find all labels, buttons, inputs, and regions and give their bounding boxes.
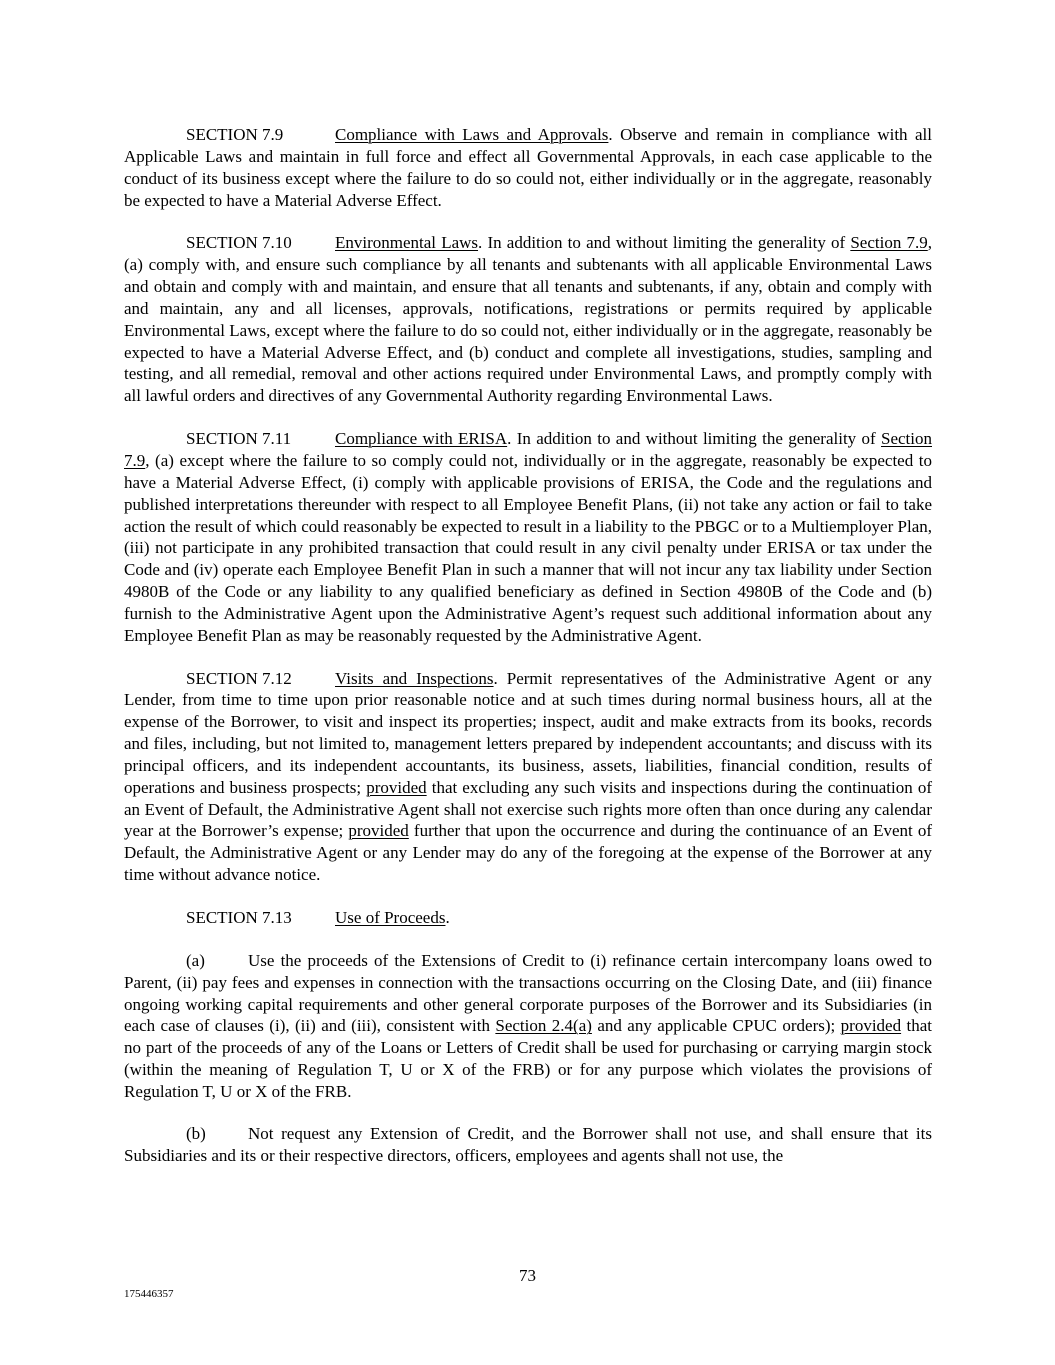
page-number: 73	[519, 1266, 536, 1285]
section-title: Visits and Inspections	[335, 668, 494, 688]
section-body: . In addition to and without limiting the generality of	[478, 233, 851, 253]
section-body: , (a) except where the failure to so comply could not, individually or in the aggregate, reasonably be expected to have a Material Adverse Effect, (i) comply with applicable provisions of ERISA, the Code and the regulations and published interpretations thereunder with respect to all Employee Benefit Plans, (ii) not take any action or fail to take action the result of which could reasonably be expected to result in a liability to the PBGC or to a Multiemployer Plan, (iii) not participate in any prohibited transaction that could result in any civil penalty under ERISA or tax under the Code and (iv) operate each Employee Benefit Plan in such a manner that will not incur any tax liability under Section 4980B of the Code or any liability to any qualified beneficiary as defined in Section 4980B of the Code and (b) furnish to the Administrative Agent upon the Administrative Agent’s request such additional information about any Employee Benefit Plan as may be reasonably requested by the Administrative Agent.	[124, 450, 932, 645]
proviso-term: provided	[366, 777, 427, 797]
subsection-body: Use the proceeds of the Extensions of Credit to (i) refinance certain intercompany loans owed to Parent, (ii) pay fees and expenses in connection with the transactions occurring on the Closing Date, and (iii) finance ongoing working capital requirements and other general corporate purposes of the Borrower and its Subsidiaries (in each case of clauses (i), (ii) and (iii), consistent with	[124, 950, 932, 1036]
subsection-b	[124, 1123, 932, 1167]
proviso-term: provided	[840, 1016, 902, 1036]
document-page	[124, 124, 932, 1186]
section-body: . Permit representatives of the Administrative Agent or any Lender, from time to time upon prior reasonable notice and at such times during normal business hours, all at the expense of the Borrower, to visit and inspect its properties; inspect, audit and make extracts from its books, records and files, including, but not limited to, management letters prepared by independent accountants; and discuss with its principal officers, and its independent accountants, its business, assets, liabilities, financial condition, results of operations and business prospects;	[124, 668, 932, 797]
section-body: . Observe and remain in compliance with all Applicable Laws and maintain in full force and effect all Governmental Approvals, in each case applicable to the conduct of its business except where the failure to do so could not, either individually or in the aggregate, reasonably be expected to have a Material Adverse Effect.	[124, 125, 932, 210]
cross-reference: Section 7.9	[850, 233, 928, 253]
section-number: SECTION 7.13	[186, 908, 292, 927]
subsection-body: and any applicable CPUC orders);	[591, 1016, 841, 1036]
section-7-11	[124, 428, 932, 646]
cross-reference: Section 7.9	[124, 429, 932, 470]
section-body: .	[445, 908, 450, 927]
section-title: Environmental Laws	[335, 233, 479, 253]
cross-reference: Section 2.4(a)	[495, 1016, 592, 1036]
section-body: that excluding any such visits and inspections during the continuation of an Event of Default, the Administrative Agent shall not exercise such rights more often than once during any calendar year at the Borrower’s expense;	[124, 777, 932, 841]
section-number: SECTION 7.12	[186, 668, 292, 688]
subsection-a	[124, 950, 932, 1103]
section-title: Use of Proceeds	[335, 908, 446, 927]
section-number: SECTION 7.9	[186, 125, 284, 144]
section-title: Compliance with Laws and Approvals	[335, 125, 609, 144]
document-id: 175446357	[124, 1288, 174, 1300]
proviso-term: provided	[348, 821, 409, 841]
section-number: SECTION 7.10	[186, 233, 292, 253]
section-7-9	[124, 124, 932, 211]
section-body: , (a) comply with, and ensure such compliance by all tenants and subtenants with all applicable Environmental Laws and obtain and comply with and maintain, and ensure that all tenants and subtenants, if any, obtain and comply with and maintain, any and all licenses, approvals, notifications, registrations or permits required by applicable Environmental Laws, except where the failure to do so could not, either individually or in the aggregate, reasonably be expected to have a Material Adverse Effect, and (b) conduct and complete all investigations, studies, sampling and testing, and all remedial, removal and other actions required under Environmental Laws, and promptly comply with all lawful orders and directives of any Governmental Authority regarding Environmental Laws.	[124, 233, 932, 406]
section-7-10	[124, 232, 932, 407]
section-number: SECTION 7.11	[186, 429, 292, 449]
section-title: Compliance with ERISA	[335, 429, 508, 449]
section-7-13	[124, 907, 932, 929]
subsection-body: that no part of the proceeds of any of the Loans or Letters of Credit shall be used for purchasing or carrying margin stock (within the meaning of Regulation T, U or X of the FRB) or for any purpose which violates the provisions of Regulation T, U or X of the FRB.	[124, 1016, 933, 1101]
section-7-12	[124, 668, 932, 886]
section-body: further that upon the occurrence and during the continuance of an Event of Default, the Administrative Agent or any Lender may do any of the foregoing at the expense of the Borrower at any time without advance notice.	[124, 821, 932, 885]
subsection-label: (b)	[186, 1123, 206, 1143]
section-body: . In addition to and without limiting the generality of	[507, 429, 881, 449]
subsection-label: (a)	[186, 950, 205, 970]
subsection-body: Not request any Extension of Credit, and the Borrower shall not use, and shall ensure that its Subsidiaries and its or their respective directors, officers, employees and agents shall not use, the	[124, 1123, 932, 1165]
